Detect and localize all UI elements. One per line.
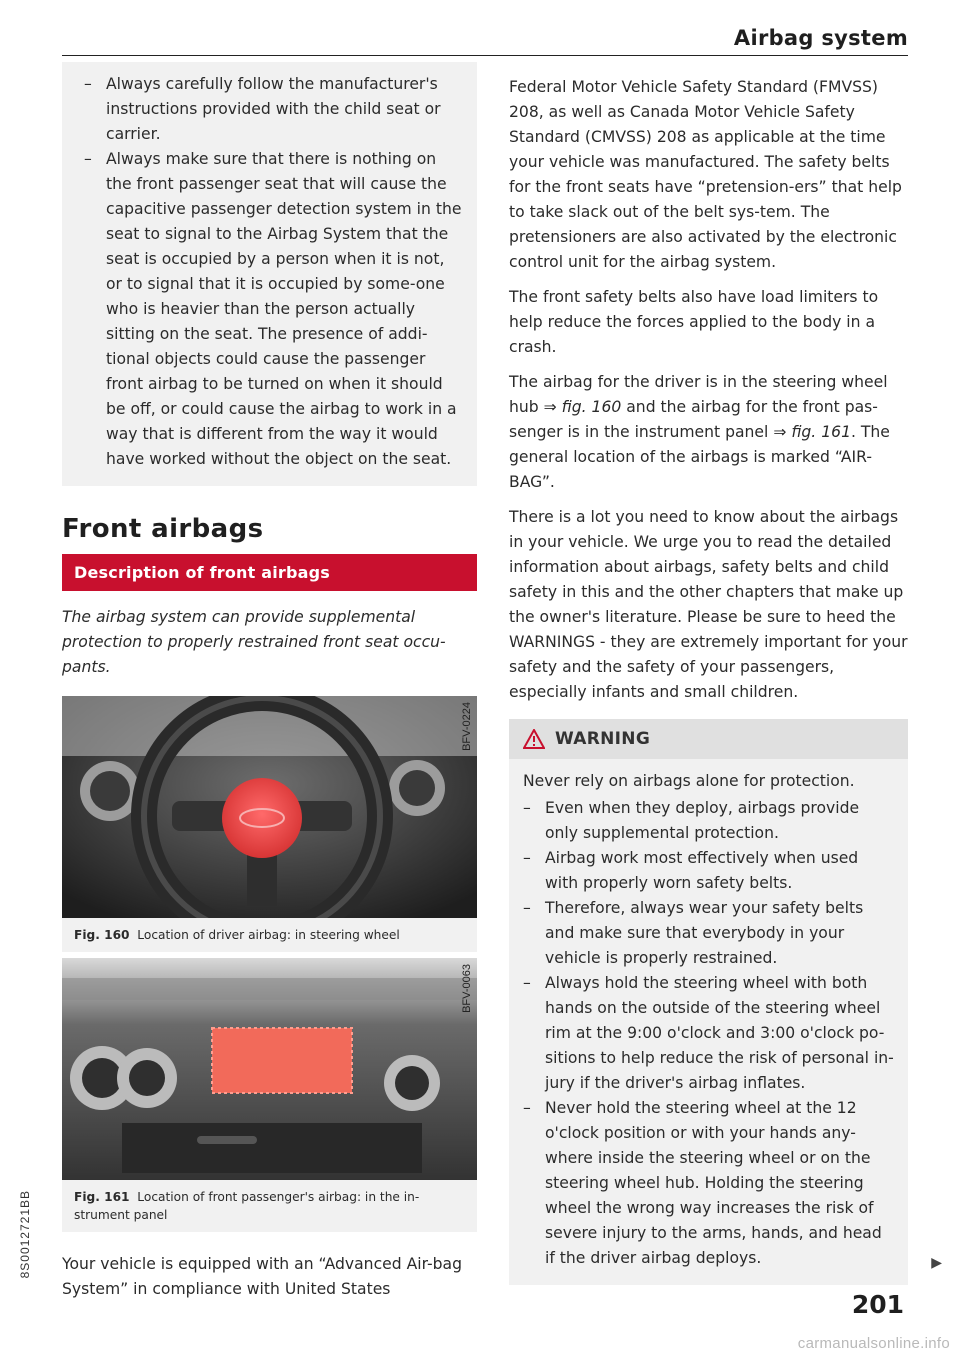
list-item: – Airbag work most effectively when used with properly worn safety belts. [523,849,859,892]
document-code: 8S0012721BB [18,1190,32,1279]
warning-body [509,759,908,1285]
list-item: – Never hold the steering wheel at the 12 o'clock position or with your hands any-where inside the steering wheel or on the steering wheel hub. Holding the steering wheel the wrong way increases the risk of severe injury to the arms, hands, and head if the driver airbag deploys. [523,1099,882,1267]
intro-text: The airbag system can provide supplemental protection to properly restrained front seat occu-pants. [62,608,446,676]
list-item: – Always carefully follow the manufacturer's instructions provided with the child seat or carrier. [84,75,441,143]
figure-link[interactable]: ⇒ fig. 160 [543,398,622,416]
page-number: 201 [851,1290,904,1319]
figure-code: BFV-0063 [461,964,473,1013]
figure-161 [62,958,477,1232]
left-column [62,62,477,1312]
right-column [509,75,942,1285]
warning-title: WARNING [555,729,651,749]
list-item: – Therefore, always wear your safety belts and make sure that everybody in your vehicle is properly restrained. [523,899,864,967]
page-header-title: Airbag system [733,26,908,50]
figure-link[interactable]: ⇒ fig. 161 [773,423,851,441]
section-title: Front airbags [62,514,264,544]
warning-intro: Never rely on airbags alone for protection. [523,772,855,790]
body-text: The airbag for the driver is in the steering wheel hub ⇒ fig. 160 and the airbag for the front pas-senger is in the instrument panel ⇒ fig. 161. The general location of the airbags is marked “AIR-BAG”. [509,373,890,491]
warning-box [509,719,942,1285]
continued-warning-box [62,62,477,486]
watermark: carmanualsonline.info [797,1335,950,1352]
figure-caption: Fig. 160 Location of driver airbag: in steering wheel [62,918,477,952]
warning-header [509,719,908,759]
body-text: Your vehicle is equipped with an “Advanced Air-bag System” in compliance with United States [62,1255,462,1298]
figure-caption: Fig. 161 Location of front passenger's airbag: in the in-strument panel [62,1180,477,1232]
instrument-panel-image [62,958,477,1180]
list-item: – Even when they deploy, airbags provide only supplemental protection. [523,799,860,842]
list-item: – Always hold the steering wheel with both hands on the outside of the steering wheel rim at the 9:00 o'clock and 3:00 o'clock po-sitions to help reduce the risk of personal in-jury if the driver's airbag inflates. [523,974,894,1092]
warning-triangle-icon [523,729,545,749]
continue-arrow-icon: ▶ [931,1255,942,1271]
steering-wheel-image [62,696,477,918]
subsection-title: Description of front airbags [62,554,477,591]
header-rule [62,55,908,56]
body-text: Federal Motor Vehicle Safety Standard (FMVSS) 208, as well as Canada Motor Vehicle Safety Standard (CMVSS) 208 as applicable at the time your vehicle was manufactured. The safety belts for the front seats have “pretension-ers” that help to take slack out of the belt sys-tem. The pretensioners are also activated by the electronic control unit for the airbag system. [509,78,902,271]
figure-code: BFV-0224 [461,702,473,751]
list-item: – Always make sure that there is nothing on the front passenger seat that will cause the capacitive passenger detection system in the seat to signal to the Airbag System that the seat is occupied by a person when it is not, or to signal that it is occupied by some-one who is heavier than the person actually sitting on the seat. The presence of addi-tional objects could cause the passenger front airbag to be turned on when it should be off, or could cause the airbag to work in a way that is different from the way it would have worked without the object on the seat. [84,150,462,468]
body-text: There is a lot you need to know about the airbags in your vehicle. We urge you to read the detailed information about airbags, safety belts and child safety in this and the other chapters that make up the owner's literature. Please be sure to heed the WARNINGS - they are extremely important for your safety and the safety of your passengers, especially infants and small children. [509,508,908,701]
body-text: The front safety belts also have load limiters to help reduce the forces applied to the body in a crash. [509,288,879,356]
figure-160 [62,696,477,952]
